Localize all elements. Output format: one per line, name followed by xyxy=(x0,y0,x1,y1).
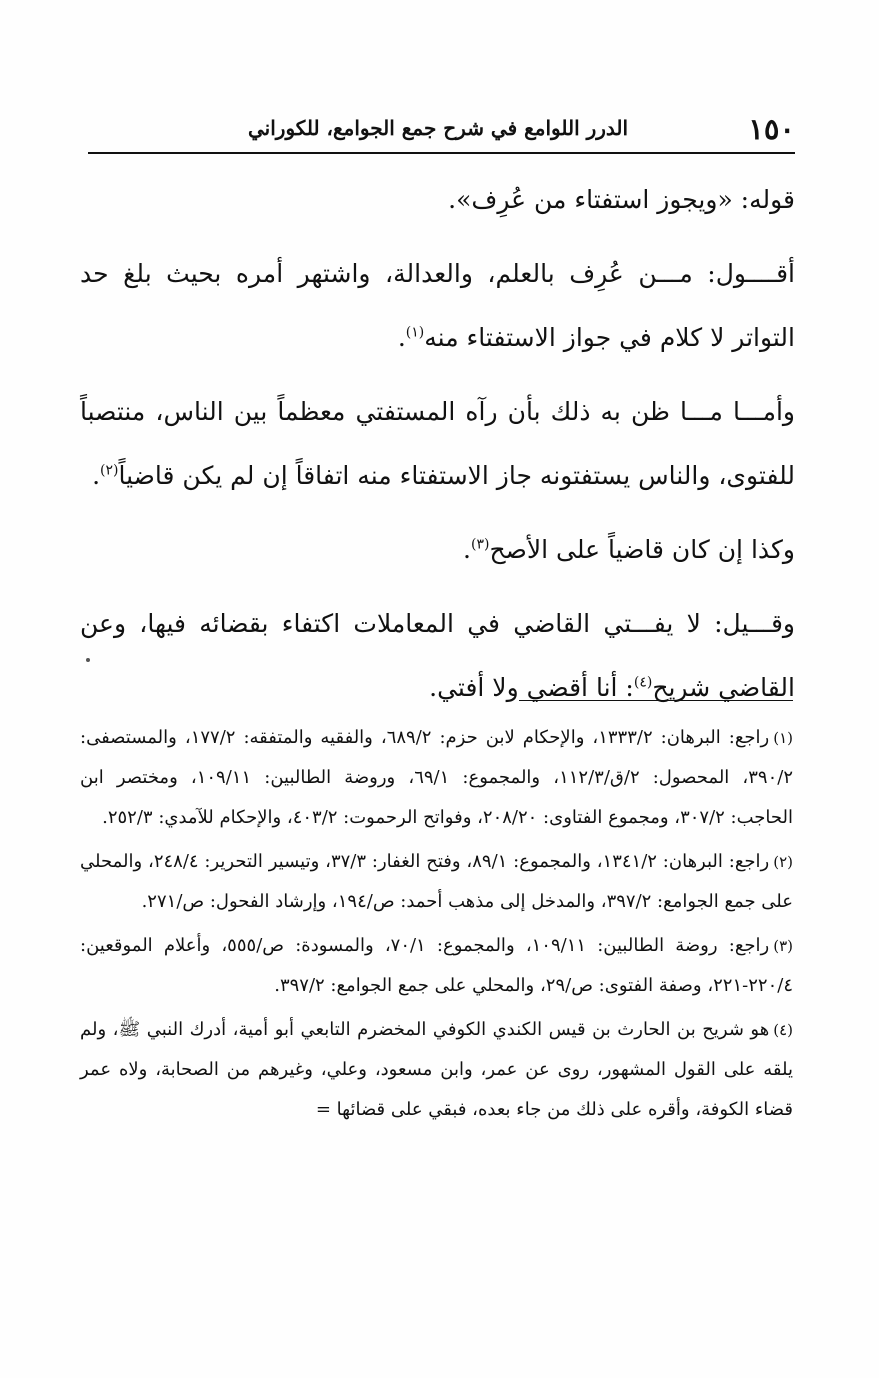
footnote-1 xyxy=(80,718,793,838)
footnote-text: راجع: روضة الطالبين: ١٠٩/١١، والمجموع: ٧٠/١، والمسودة: ص/٥٥٥، وأعلام الموقعين: ٢٢٠/٤-٢٢١، وصفة الفتوى: ص/٢٩، والمحلي على جمع الجوامع: ٣٩٧/٢. xyxy=(80,935,793,996)
footnote-3 xyxy=(80,926,793,1006)
paragraph-2-end: . xyxy=(397,323,406,352)
footnote-ref-1[interactable]: (١) xyxy=(405,324,425,341)
footnote-text: راجع: البرهان: ١٣٤١/٢، والمجموع: ٨٩/١، وفتح الغفار: ٣٧/٣، وتيسير التحرير: ٢٤٨/٤، والمحلي على جمع الجوامع: ٣٩٧/٢، والمدخل إلى مذهب أحمد: ص/١٩٤، وإرشاد الفحول: ص/٢٧١. xyxy=(80,851,793,912)
main-text xyxy=(80,168,795,730)
footnote-number: (٣) xyxy=(773,937,793,955)
footnote-number: (٢) xyxy=(773,853,793,871)
footnote-2 xyxy=(80,842,793,922)
paragraph-5-end: : أنا أقضي ولا أفتي. xyxy=(429,673,634,702)
page-header xyxy=(88,108,795,154)
footnote-ref-2[interactable]: (٢) xyxy=(100,462,119,479)
paragraph-4 xyxy=(80,518,795,582)
page-number: ١٥٠ xyxy=(748,112,795,146)
footnote-ref-4[interactable]: (٤) xyxy=(633,674,653,691)
footnote-4 xyxy=(80,1010,793,1130)
paragraph-2-text: أقــــول: مـــن عُرِف بالعلم، والعدالة، واشتهر أمره بحيث بلغ حد التواتر لا كلام في جواز الاستفتاء منه xyxy=(80,259,795,352)
paragraph-3 xyxy=(80,380,795,508)
footnotes xyxy=(80,718,793,1134)
footnote-ref-3[interactable]: (٣) xyxy=(471,536,490,553)
running-title: الدرر اللوامع في شرح جمع الجوامع، للكوراني xyxy=(248,116,629,140)
paragraph-4-end: . xyxy=(463,535,471,564)
footnote-text: هو شريح بن الحارث بن قيس الكندي الكوفي المخضرم التابعي أبو أمية، أدرك النبي ﷺ، ولم يلقه على القول المشهور، روى عن عمر، وابن مسعود، وعلي، وغيرهم من الصحابة، ولاه عمر قضاء الكوفة، وأقره على ذلك من جاء بعده، فبقي على قضائها = xyxy=(80,1019,793,1120)
footnote-text: راجع: البرهان: ١٣٣٣/٢، والإحكام لابن حزم: ٦٨٩/٢، والفقيه والمتفقه: ١٧٧/٢، والمستصفى: ٣٩٠/٢، المحصول: ٢/ق/١١٢/٣، والمجموع: ٦٩/١، وروضة الطالبين: ١٠٩/١١، ومختصر ابن الحاجب: ٣٠٧/٢، ومجموع الفتاوى: ٢٠٨/٢٠، وفواتح الرحموت: ٤٠٣/٢، والإحكام للآمدي: ٢٥٢/٣. xyxy=(80,727,793,828)
paragraph-4-text: وكذا إن كان قاضياً على الأصح xyxy=(489,535,795,564)
paragraph-2 xyxy=(80,242,795,370)
paragraph-1: قوله: «ويجوز استفتاء من عُرِف». xyxy=(448,185,795,214)
margin-dot xyxy=(86,658,90,662)
footnote-number: (١) xyxy=(773,729,794,747)
footnote-number: (٤) xyxy=(773,1021,793,1039)
paragraph-3-text: وأمـــا مـــا ظن به ذلك بأن رآه المستفتي معظماً بين الناس، منتصباً للفتوى، والناس يستفتونه جاز الاستفتاء منه اتفاقاً إن لم يكن قاضياً xyxy=(80,397,795,490)
footnote-separator xyxy=(519,700,793,701)
paragraph-3-end: . xyxy=(92,461,101,490)
paragraph-5-text: وقـــيل: لا يفـــتي القاضي في المعاملات اكتفاء بقضائه فيها، وعن القاضي شريح xyxy=(80,609,795,702)
